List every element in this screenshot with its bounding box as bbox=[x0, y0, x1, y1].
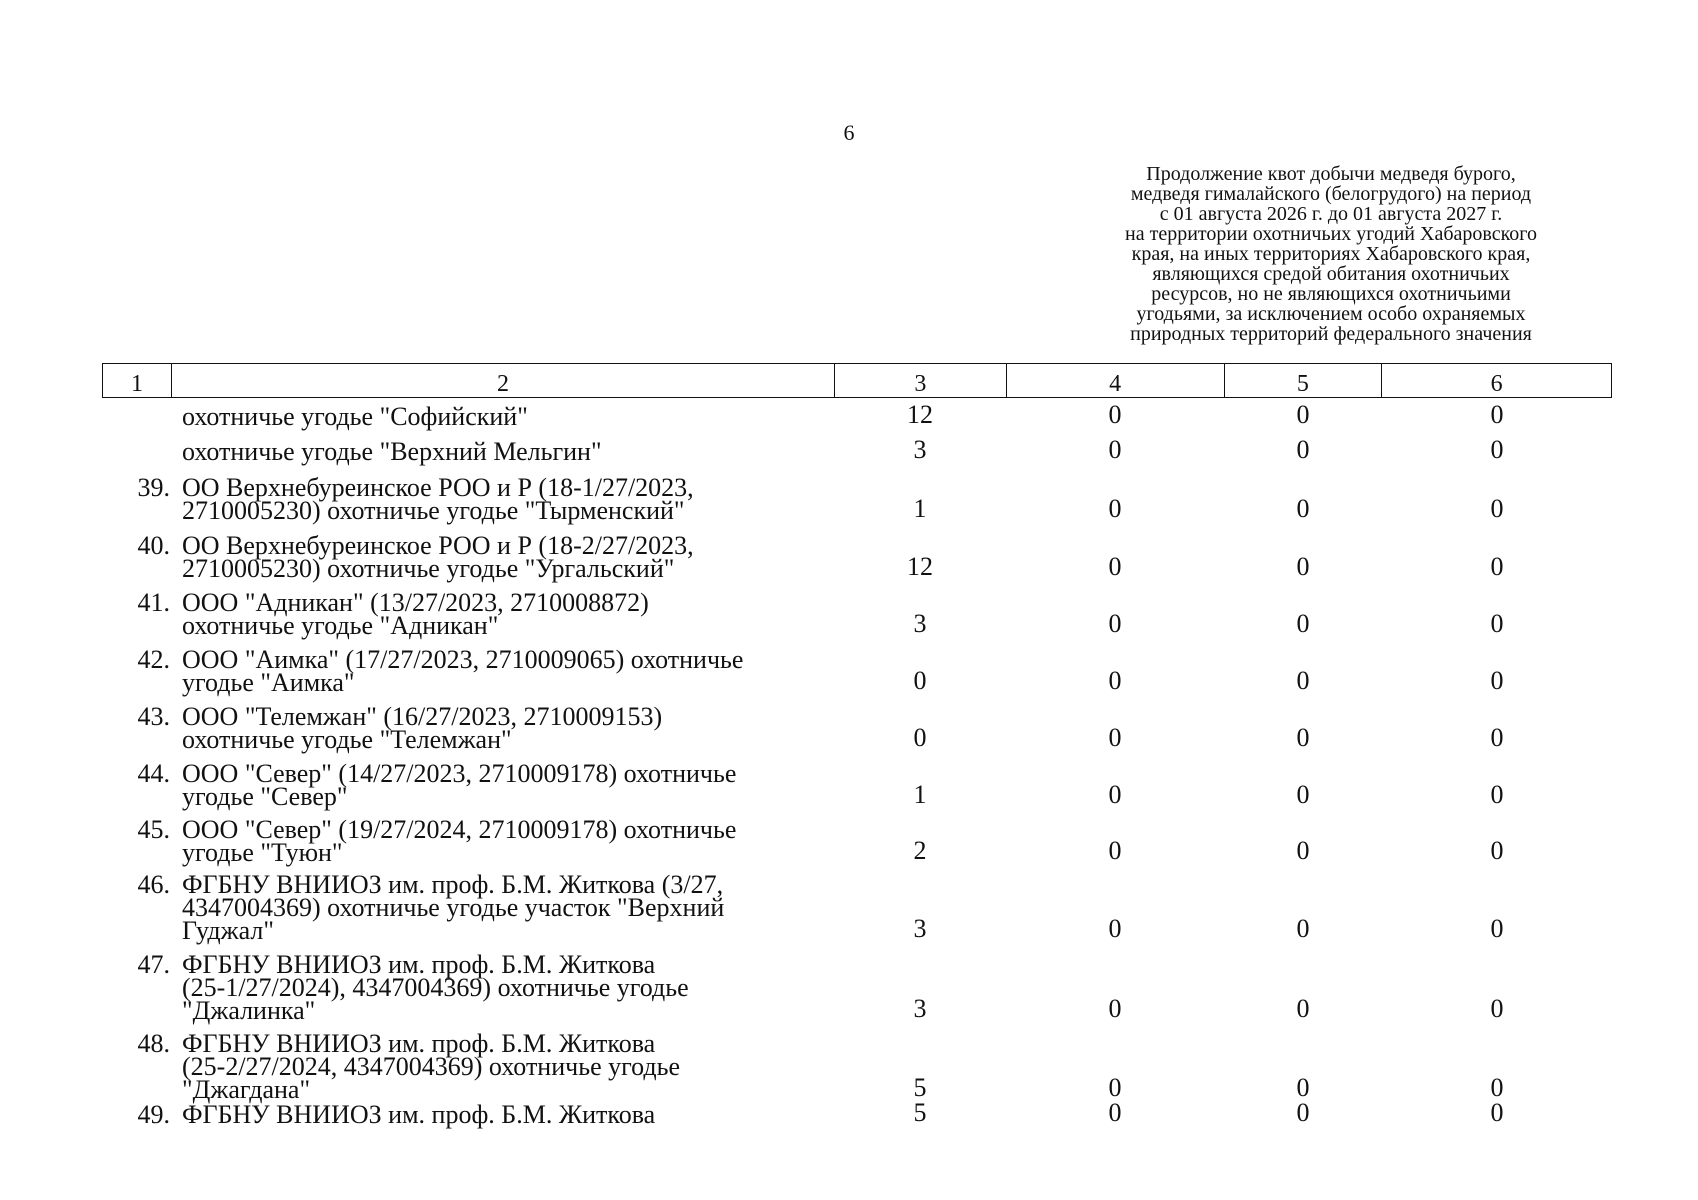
cell-col-5: 0 bbox=[1296, 494, 1310, 523]
table-row bbox=[102, 815, 1612, 867]
cell-col-4: 0 bbox=[1108, 609, 1122, 638]
cell-col-5: 0 bbox=[1296, 609, 1310, 638]
row-number: 46. bbox=[137, 870, 170, 899]
column-header-6: 6 bbox=[1381, 364, 1611, 397]
cell-col-3: 3 bbox=[913, 914, 927, 943]
row-name bbox=[102, 473, 766, 525]
row-name-line: угодье "Аимка" bbox=[182, 668, 355, 697]
table-header-row bbox=[102, 363, 1612, 398]
row-name bbox=[102, 402, 766, 431]
table-row bbox=[102, 531, 1612, 583]
cell-col-6: 0 bbox=[1490, 400, 1504, 429]
row-number: 40. bbox=[137, 531, 170, 560]
cell-col-5: 0 bbox=[1296, 1073, 1310, 1102]
cell-col-4: 0 bbox=[1108, 1098, 1122, 1127]
cell-col-3: 2 bbox=[913, 836, 927, 865]
cell-col-6: 0 bbox=[1490, 1073, 1504, 1102]
cell-col-4: 0 bbox=[1108, 552, 1122, 581]
row-name-line: ООО "Телемжан" (16/27/2023, 2710009153) bbox=[182, 702, 663, 731]
cell-col-4: 0 bbox=[1108, 914, 1122, 943]
row-name-line: 4347004369) охотничье угодье участок "Верхний bbox=[182, 893, 725, 922]
caption-line: медведя гималайского (белогрудого) на период bbox=[1130, 183, 1532, 205]
cell-col-5: 0 bbox=[1296, 1098, 1310, 1127]
cell-col-3: 1 bbox=[913, 494, 927, 523]
cell-col-4: 0 bbox=[1108, 435, 1122, 464]
caption-line: Продолжение квот добычи медведя бурого, bbox=[1146, 163, 1516, 185]
caption-line: ресурсов, но не являющихся охотничьими bbox=[1151, 283, 1511, 305]
row-name-line: 2710005230) охотничье угодье "Ургальский" bbox=[182, 554, 675, 583]
cell-col-5: 0 bbox=[1296, 914, 1310, 943]
row-name bbox=[102, 759, 766, 811]
cell-col-4: 0 bbox=[1108, 836, 1122, 865]
cell-col-6: 0 bbox=[1490, 1098, 1504, 1127]
row-number: 48. bbox=[137, 1029, 170, 1058]
row-name-line: охотничье угодье "Верхний Мельгин" bbox=[182, 437, 602, 466]
table-row bbox=[102, 473, 1612, 525]
row-name-line: ФГБНУ ВНИИОЗ им. проф. Б.М. Житкова (3/27, bbox=[182, 870, 724, 899]
cell-col-6: 0 bbox=[1490, 723, 1504, 752]
row-name bbox=[102, 588, 766, 640]
cell-col-6: 0 bbox=[1490, 994, 1504, 1023]
cell-col-6: 0 bbox=[1490, 494, 1504, 523]
row-name-line: ФГБНУ ВНИИОЗ им. проф. Б.М. Житкова bbox=[182, 1100, 656, 1129]
cell-col-5: 0 bbox=[1296, 400, 1310, 429]
row-name-line: охотничье угодье "Адникан" bbox=[182, 611, 499, 640]
cell-col-6: 0 bbox=[1490, 914, 1504, 943]
row-name-line: ОО Верхнебуреинское РОО и Р (18-1/27/2023, bbox=[182, 473, 694, 502]
cell-col-3: 12 bbox=[907, 400, 933, 429]
row-name-line: угодье "Туюн" bbox=[182, 838, 343, 867]
row-number: 43. bbox=[137, 702, 170, 731]
column-header-2: 2 bbox=[171, 364, 834, 397]
table-row bbox=[102, 759, 1612, 811]
cell-col-5: 0 bbox=[1296, 836, 1310, 865]
cell-col-3: 3 bbox=[913, 994, 927, 1023]
row-name bbox=[102, 815, 766, 867]
cell-col-3: 5 bbox=[913, 1073, 927, 1102]
table-caption bbox=[1066, 164, 1596, 344]
row-name-line: ООО "Адникан" (13/27/2023, 2710008872) bbox=[182, 588, 649, 617]
row-name bbox=[102, 437, 766, 466]
cell-col-5: 0 bbox=[1296, 780, 1310, 809]
cell-col-5: 0 bbox=[1296, 994, 1310, 1023]
row-name bbox=[102, 645, 766, 697]
caption-line: являющихся средой обитания охотничьих bbox=[1152, 263, 1510, 285]
cell-col-6: 0 bbox=[1490, 609, 1504, 638]
cell-col-5: 0 bbox=[1296, 435, 1310, 464]
cell-col-6: 0 bbox=[1490, 836, 1504, 865]
cell-col-6: 0 bbox=[1490, 435, 1504, 464]
cell-col-3: 12 bbox=[907, 552, 933, 581]
row-name-line: ФГБНУ ВНИИОЗ им. проф. Б.М. Житкова bbox=[182, 950, 656, 979]
row-number: 49. bbox=[137, 1100, 170, 1129]
row-number: 42. bbox=[137, 645, 170, 674]
cell-col-4: 0 bbox=[1108, 400, 1122, 429]
cell-col-4: 0 bbox=[1108, 780, 1122, 809]
table-row bbox=[102, 435, 1612, 466]
row-number: 39. bbox=[137, 473, 170, 502]
row-name-line: (25-2/27/2024, 4347004369) охотничье угодье bbox=[182, 1052, 680, 1081]
cell-col-4: 0 bbox=[1108, 666, 1122, 695]
row-name bbox=[102, 950, 766, 1025]
caption-line: на территории охотничьих угодий Хабаровского bbox=[1125, 223, 1537, 245]
table-row bbox=[102, 870, 1612, 945]
row-name bbox=[102, 531, 766, 583]
row-name bbox=[102, 870, 766, 945]
table-row bbox=[102, 1029, 1612, 1104]
column-header-4: 4 bbox=[1006, 364, 1224, 397]
row-number: 41. bbox=[137, 588, 170, 617]
row-name-line: охотничье угодье "Телемжан" bbox=[182, 725, 512, 754]
cell-col-4: 0 bbox=[1108, 994, 1122, 1023]
cell-col-5: 0 bbox=[1296, 552, 1310, 581]
cell-col-3: 0 bbox=[913, 666, 927, 695]
table-row bbox=[102, 588, 1612, 640]
table-row bbox=[102, 400, 1612, 431]
row-name-line: (25-1/27/2024), 4347004369) охотничье угодье bbox=[182, 973, 689, 1002]
cell-col-4: 0 bbox=[1108, 494, 1122, 523]
row-name-line: "Джагдана" bbox=[182, 1075, 311, 1104]
row-number: 45. bbox=[137, 815, 170, 844]
cell-col-3: 3 bbox=[913, 609, 927, 638]
cell-col-3: 1 bbox=[913, 780, 927, 809]
table-row bbox=[102, 645, 1612, 697]
row-name-line: охотничье угодье "Софийский" bbox=[182, 402, 528, 431]
caption-line: угодьями, за исключением особо охраняемых bbox=[1136, 303, 1526, 325]
table-row bbox=[102, 1098, 1612, 1129]
table-row bbox=[102, 950, 1612, 1025]
row-name-line: ОО Верхнебуреинское РОО и Р (18-2/27/2023, bbox=[182, 531, 694, 560]
row-name-line: ФГБНУ ВНИИОЗ им. проф. Б.М. Житкова bbox=[182, 1029, 656, 1058]
page-number: 6 bbox=[843, 120, 855, 145]
column-header-1: 1 bbox=[130, 371, 143, 397]
cell-col-3: 3 bbox=[913, 435, 927, 464]
cell-col-5: 0 bbox=[1296, 666, 1310, 695]
column-header-5: 5 bbox=[1224, 364, 1382, 397]
row-name-line: ООО "Север" (19/27/2024, 2710009178) охотничье bbox=[182, 815, 737, 844]
row-name-line: 2710005230) охотничье угодье "Тырменский" bbox=[182, 496, 685, 525]
row-name-line: ООО "Аимка" (17/27/2023, 2710009065) охотничье bbox=[182, 645, 744, 674]
row-number: 44. bbox=[137, 759, 170, 788]
column-header-3: 3 bbox=[834, 364, 1006, 397]
caption-line: с 01 августа 2026 г. до 01 августа 2027 г. bbox=[1159, 203, 1503, 225]
row-name-line: угодье "Север" bbox=[182, 782, 348, 811]
cell-col-6: 0 bbox=[1490, 780, 1504, 809]
caption-line: края, на иных территориях Хабаровского края, bbox=[1131, 243, 1531, 265]
cell-col-5: 0 bbox=[1296, 723, 1310, 752]
cell-col-4: 0 bbox=[1108, 723, 1122, 752]
row-name bbox=[102, 1029, 766, 1104]
table-row bbox=[102, 702, 1612, 754]
row-name-line: ООО "Север" (14/27/2023, 2710009178) охотничье bbox=[182, 759, 737, 788]
row-name bbox=[102, 702, 766, 754]
cell-col-6: 0 bbox=[1490, 666, 1504, 695]
cell-col-4: 0 bbox=[1108, 1073, 1122, 1102]
cell-col-3: 5 bbox=[913, 1098, 927, 1127]
caption-line: природных территорий федерального значения bbox=[1130, 323, 1532, 345]
cell-col-6: 0 bbox=[1490, 552, 1504, 581]
row-name bbox=[102, 1100, 766, 1129]
row-name-line: "Джалинка" bbox=[182, 996, 316, 1025]
row-name-line: Гуджал" bbox=[182, 916, 274, 945]
row-number: 47. bbox=[137, 950, 170, 979]
cell-col-3: 0 bbox=[913, 723, 927, 752]
